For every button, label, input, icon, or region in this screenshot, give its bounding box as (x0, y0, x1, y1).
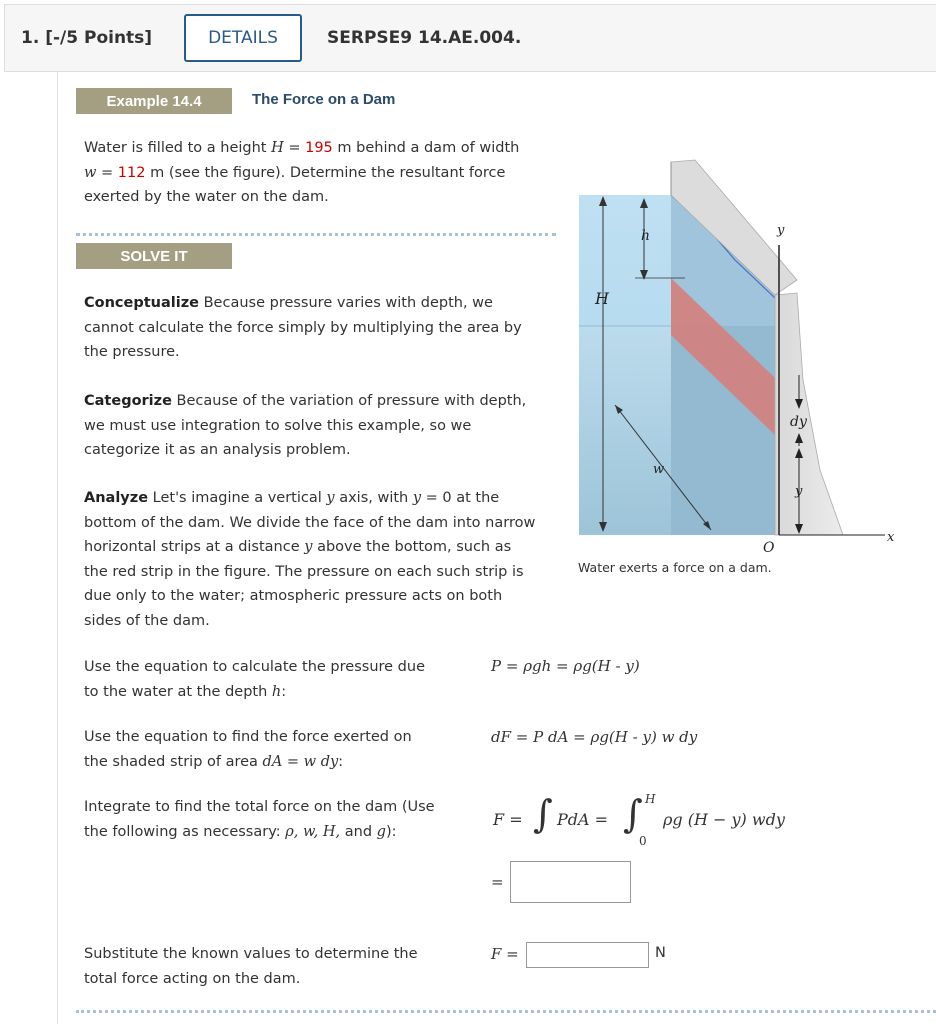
height-value: 195 (305, 140, 333, 156)
integrand: ρg (H − y) wdy (663, 810, 785, 829)
step3-text: Integrate to find the total force on the dam (Use the following as necessary: ρ, w, H, and g): (84, 799, 435, 840)
label-h: h (641, 228, 651, 244)
step2-text: Use the equation to find the force exerted on the shaded strip of area dA = w dy: (84, 729, 412, 770)
example-title: The Force on a Dam (252, 91, 396, 108)
example-badge: Example 14.4 (76, 88, 232, 114)
label-dy: dy (790, 414, 807, 430)
force-strip-equation: dF = P dA = ρg(H - y) w dy (491, 728, 698, 746)
integral-answer-input[interactable] (510, 861, 631, 903)
integral-upper-limit: H (645, 792, 656, 806)
step4-text: Substitute the known values to determine the total force acting on the dam. (84, 946, 418, 987)
analyze-heading: Analyze (84, 490, 149, 506)
figure-caption: Water exerts a force on a dam. (578, 560, 772, 575)
integral-equation (493, 788, 813, 850)
analyze-section: Analyze Let's imagine a vertical y axis, with y = 0 at the bottom of the dam. We divide the face of the dam into narrow horizontal strips at a distance y above the bottom, such as the red strip in the figure. The pressure on each such strip is due only to the water; atmospheric pressure acts on both sides of the dam. (84, 490, 536, 629)
equals-sign: = (491, 873, 504, 891)
integral-sign-1: ∫ (533, 792, 553, 836)
dam-body (775, 293, 843, 535)
categorize-section: Categorize Because of the variation of pressure with depth, we must use integration to solve this example, so we categorize it as an analysis problem. (84, 393, 527, 458)
integral-F: F = (493, 810, 523, 829)
content-left-border (57, 72, 58, 1024)
integral-sign-2: ∫ (623, 792, 643, 836)
width-value: 112 (117, 164, 146, 181)
force-unit: N (655, 945, 666, 961)
question-code: SERPSE9 14.AE.004. (327, 28, 522, 48)
question-number: 1. [-/5 Points] (21, 28, 153, 48)
label-w: w (653, 462, 665, 477)
force-answer-input[interactable] (526, 942, 649, 968)
conceptualize-heading: Conceptualize (84, 295, 199, 311)
integral-PdA: PdA = (557, 810, 609, 829)
label-y-axis: y (777, 223, 785, 238)
pressure-equation: P = ρgh = ρg(H - y) (491, 657, 640, 675)
label-H: H (595, 289, 609, 308)
categorize-heading: Categorize (84, 393, 172, 409)
step1-text: Use the equation to calculate the pressure due to the water at the depth h: (84, 659, 425, 700)
conceptualize-section: Conceptualize Because pressure varies with depth, we cannot calculate the force simply by multiplying the area by the pressure. (84, 295, 522, 360)
divider-dotted (76, 233, 556, 236)
force-label: F = (491, 945, 519, 963)
label-x: x (887, 530, 895, 545)
problem-statement: Water is filled to a height H = 195 m behind a dam of width w = 112 m (see the figure). Determine the resultant force exerted by the water on the dam. (84, 140, 524, 205)
label-O: O (763, 540, 775, 556)
solve-it-badge: SOLVE IT (76, 243, 232, 269)
details-button[interactable]: DETAILS (184, 14, 302, 62)
dam-figure (575, 150, 915, 560)
bottom-divider-dotted (76, 1010, 936, 1013)
label-y: y (795, 484, 803, 499)
integral-lower-limit: 0 (639, 834, 647, 848)
question-header (4, 4, 936, 72)
